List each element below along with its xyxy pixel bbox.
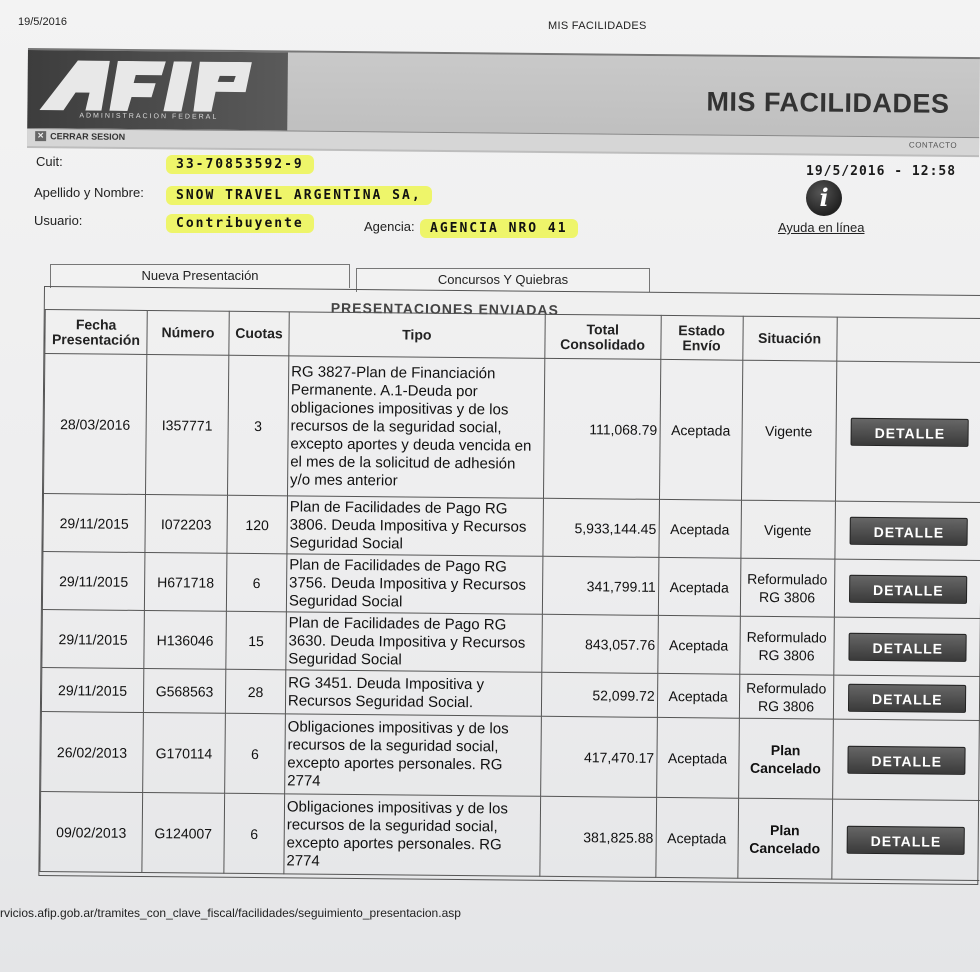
cell-cuotas: 3 (227, 355, 288, 496)
col-actions (836, 317, 980, 362)
tab-concursos-quiebras[interactable]: Concursos Y Quiebras (356, 268, 650, 292)
cell-fecha: 26/02/2013 (41, 711, 144, 792)
cell-cuotas: 6 (226, 553, 287, 612)
header-banner (27, 48, 980, 157)
cell-total: 111,068.79 (543, 358, 660, 499)
col-estado: Estado Envío (660, 315, 742, 360)
cell-estado: Aceptada (657, 673, 739, 718)
cell-cuotas: 28 (225, 669, 285, 714)
cell-actions (831, 799, 980, 880)
print-title: MIS FACILIDADES (548, 20, 647, 32)
name-label: Apellido y Nombre: (34, 185, 144, 200)
table-row (42, 609, 980, 676)
detalle-button[interactable]: DETALLE (848, 745, 966, 774)
cell-situacion: Reformulado RG 3806 (739, 674, 833, 719)
print-date: 19/5/2016 (18, 16, 67, 28)
cell-fecha: 28/03/2016 (44, 354, 147, 495)
cell-total: 843,057.76 (541, 614, 658, 673)
detalle-button[interactable]: DETALLE (848, 683, 966, 712)
logo-subtitle: ADMINISTRACION FEDERAL (79, 112, 219, 121)
cell-fecha: 29/11/2015 (41, 667, 143, 712)
cell-numero: G568563 (143, 668, 225, 713)
logo-area (27, 50, 288, 130)
cell-cuotas: 6 (225, 713, 286, 794)
cell-numero: G124007 (142, 792, 225, 873)
col-fecha: Fecha Presentación (45, 310, 147, 355)
detalle-button[interactable]: DETALLE (847, 825, 965, 854)
cell-actions (832, 719, 980, 800)
agency-value: AGENCIA NRO 41 (420, 219, 578, 238)
table-row (43, 494, 980, 561)
cell-cuotas: 15 (226, 611, 287, 670)
cell-estado: Aceptada (657, 615, 740, 674)
cell-numero: I072203 (145, 494, 228, 553)
submissions-table-panel (38, 286, 980, 885)
help-link[interactable]: Ayuda en línea (778, 220, 865, 235)
contact-link[interactable]: CONTACTO (908, 140, 958, 150)
footer-url: rvicios.afip.gob.ar/tramites_con_clave_fiscal/facilidades/seguimiento_presentacion.asp (0, 906, 461, 920)
cell-actions (834, 501, 980, 560)
session-datetime: 19/5/2016 - 12:58 (806, 164, 957, 179)
cell-actions (835, 361, 980, 502)
cell-numero: I357771 (145, 354, 228, 495)
cell-tipo: Obligaciones impositivas y de los recursos de la seguridad social, excepto aportes personales. RG 2774 (285, 714, 541, 796)
cell-situacion: Plan Cancelado (738, 718, 833, 799)
cell-tipo: Plan de Facilidades de Pago RG 3806. Deuda Impositiva y Recursos Seguridad Social (287, 496, 543, 556)
cell-estado: Aceptada (656, 717, 739, 798)
logout-link[interactable] (35, 131, 125, 142)
cell-situacion: Reformulado RG 3806 (740, 558, 835, 617)
cell-tipo: Obligaciones impositivas y de los recursos de la seguridad social, excepto aportes personales. RG 2774 (284, 794, 540, 876)
cell-numero: H136046 (144, 610, 227, 669)
cell-fecha: 29/11/2015 (42, 609, 145, 668)
col-total: Total Consolidado (544, 314, 660, 359)
session-bar (27, 128, 979, 155)
tab-nueva-presentacion[interactable]: Nueva Presentación (50, 264, 350, 288)
cell-numero: H671718 (144, 552, 227, 611)
afip-logo-icon (39, 60, 275, 112)
cell-tipo: RG 3827-Plan de Financiación Permanente. A.1-Deuda por obligaciones impositivas y de los recursos de la seguridad social, excepto aportes y deuda vencida en el mes de la solicitud de adhesión y/o mes anterior (287, 356, 544, 498)
col-numero: Número (147, 310, 229, 355)
cell-situacion: Vigente (741, 360, 836, 501)
cell-total: 381,825.88 (539, 796, 656, 877)
logout-icon: ✕ (35, 131, 46, 141)
cell-estado: Aceptada (659, 499, 742, 558)
cell-situacion: Vigente (740, 500, 835, 559)
cell-tipo: Plan de Facilidades de Pago RG 3756. Deuda Impositiva y Recursos Seguridad Social (286, 554, 542, 614)
info-icon[interactable]: i (806, 180, 842, 216)
table-row (40, 791, 980, 880)
table-row (42, 552, 980, 619)
table-row (44, 354, 980, 503)
name-value: SNOW TRAVEL ARGENTINA SA, (166, 186, 432, 205)
table-row (41, 711, 980, 800)
cell-situacion: Reformulado RG 3806 (739, 616, 834, 675)
agency-label: Agencia: (364, 219, 415, 234)
page-title: MIS FACILIDADES (706, 86, 950, 119)
detalle-button[interactable]: DETALLE (850, 516, 968, 545)
detalle-button[interactable]: DETALLE (849, 574, 967, 603)
cuit-label: Cuit: (36, 154, 63, 169)
cell-fecha: 29/11/2015 (43, 494, 146, 553)
cell-total: 5,933,144.45 (543, 498, 660, 557)
cell-numero: G170114 (143, 712, 226, 793)
cell-estado: Aceptada (658, 557, 741, 616)
cell-total: 52,099.72 (541, 672, 657, 717)
cell-tipo: RG 3451. Deuda Impositiva y Recursos Seguridad Social. (285, 670, 541, 716)
user-value: Contribuyente (166, 214, 314, 233)
cuit-value: 33-70853592-9 (166, 155, 314, 174)
cell-actions (834, 559, 980, 618)
cell-actions (833, 675, 980, 720)
cell-cuotas: 120 (227, 495, 288, 554)
col-situacion: Situación (742, 316, 836, 361)
detalle-button[interactable]: DETALLE (851, 417, 969, 446)
cell-estado: Aceptada (659, 359, 742, 500)
section-title: PRESENTACIONES ENVIADAS (330, 299, 559, 318)
col-tipo: Tipo (289, 312, 545, 358)
user-label: Usuario: (34, 213, 83, 228)
cell-fecha: 09/02/2013 (40, 791, 143, 872)
cell-actions (833, 617, 980, 676)
cell-fecha: 29/11/2015 (42, 552, 145, 611)
cell-total: 341,799.11 (542, 556, 659, 615)
cell-total: 417,470.17 (540, 716, 657, 797)
detalle-button[interactable]: DETALLE (849, 632, 967, 661)
submissions-table (39, 309, 980, 881)
cell-situacion: Plan Cancelado (737, 798, 832, 879)
cell-estado: Aceptada (655, 797, 738, 878)
col-cuotas: Cuotas (229, 311, 289, 356)
logout-label: CERRAR SESION (50, 131, 126, 142)
cell-cuotas: 6 (224, 793, 285, 874)
cell-tipo: Plan de Facilidades de Pago RG 3630. Deuda Impositiva y Recursos Seguridad Social (286, 612, 542, 672)
